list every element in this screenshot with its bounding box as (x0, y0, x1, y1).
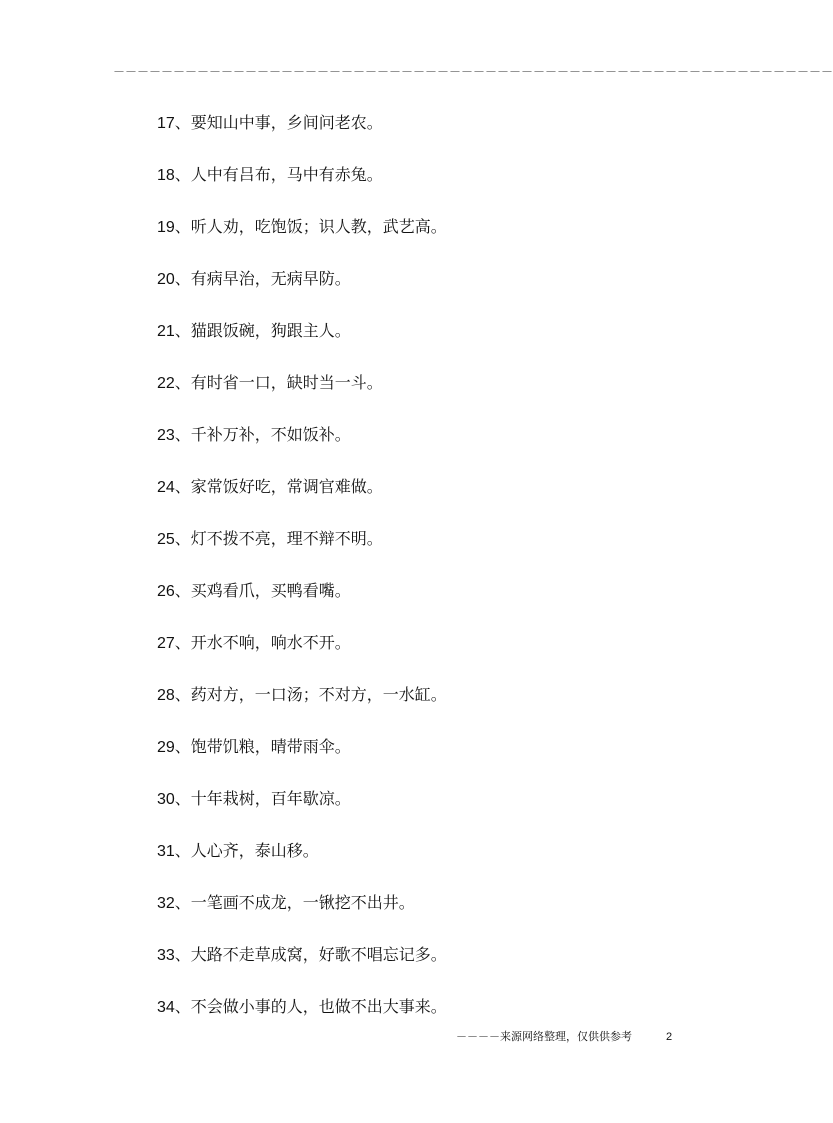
list-item (157, 680, 677, 732)
item-text: 、一笔画不成龙，一锹挖不出井。 (174, 893, 415, 912)
item-number: 17 (157, 115, 175, 132)
list-item (157, 628, 677, 680)
item-text: 、饱带饥粮，晴带雨伞。 (174, 737, 351, 756)
list-item (157, 368, 677, 420)
item-text: 、大路不走草成窝，好歌不唱忘记多。 (174, 945, 447, 964)
item-number: 32 (157, 895, 175, 912)
list-item (157, 264, 677, 316)
item-number: 29 (157, 739, 175, 756)
proverb-list (157, 108, 677, 1044)
list-item (157, 108, 677, 160)
item-number: 24 (157, 479, 175, 496)
list-item (157, 836, 677, 888)
item-number: 27 (157, 635, 175, 652)
item-text: 、开水不响，响水不开。 (174, 633, 351, 652)
list-item (157, 784, 677, 836)
list-item (157, 472, 677, 524)
list-item (157, 524, 677, 576)
header-dashed-rule: －－－－－－－－－－－－－－－－－－－－－－－－－－－－－－－－－－－－－－－－－－－－－－－－－－－－－－－－－－－－ (113, 65, 833, 79)
item-number: 33 (157, 947, 175, 964)
item-text: 、十年栽树，百年歇凉。 (174, 789, 351, 808)
list-item (157, 888, 677, 940)
page-number: 2 (666, 1031, 673, 1043)
item-number: 34 (157, 999, 175, 1016)
item-text: 、人中有吕布，马中有赤兔。 (174, 165, 383, 184)
item-text: 、有时省一口，缺时当一斗。 (174, 373, 383, 392)
list-item (157, 940, 677, 992)
list-item (157, 316, 677, 368)
item-text: 、听人劝，吃饱饭；识人教，武艺高。 (174, 217, 447, 236)
list-item (157, 212, 677, 264)
item-number: 28 (157, 687, 175, 704)
item-text: 、千补万补，不如饭补。 (174, 425, 351, 444)
item-number: 20 (157, 271, 175, 288)
item-number: 21 (157, 323, 175, 340)
footer-note: －－－－来源网络整理，仅供供参考 (456, 1030, 632, 1043)
item-number: 19 (157, 219, 175, 236)
list-item (157, 420, 677, 472)
item-number: 31 (157, 843, 175, 860)
list-item (157, 160, 677, 212)
item-text: 、不会做小事的人，也做不出大事来。 (174, 997, 447, 1016)
item-number: 22 (157, 375, 175, 392)
item-number: 25 (157, 531, 175, 548)
list-item (157, 732, 677, 784)
item-text: 、家常饭好吃，常调官难做。 (174, 477, 383, 496)
item-number: 18 (157, 167, 175, 184)
item-text: 、人心齐，泰山移。 (174, 841, 319, 860)
item-number: 30 (157, 791, 175, 808)
item-text: 、要知山中事，乡间问老农。 (174, 113, 383, 132)
item-number: 26 (157, 583, 175, 600)
item-text: 、药对方，一口汤；不对方，一水缸。 (174, 685, 447, 704)
item-text: 、买鸡看爪，买鸭看嘴。 (174, 581, 351, 600)
list-item (157, 576, 677, 628)
item-number: 23 (157, 427, 175, 444)
item-text: 、灯不拨不亮，理不辩不明。 (174, 529, 383, 548)
item-text: 、有病早治，无病早防。 (174, 269, 351, 288)
item-text: 、猫跟饭碗，狗跟主人。 (174, 321, 351, 340)
